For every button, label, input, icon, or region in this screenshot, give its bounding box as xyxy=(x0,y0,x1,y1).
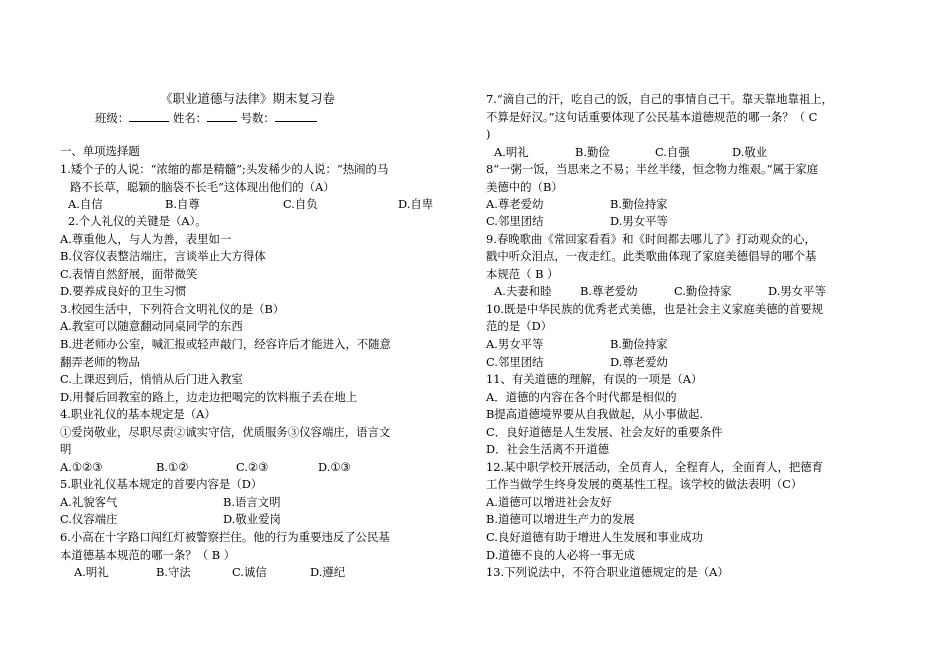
option-b: B.自尊 xyxy=(165,197,200,211)
question-1-line-1: 1.矮个子的人说：“浓缩的都是精髓”;头发稀少的人说：“热闹的马 xyxy=(60,162,389,176)
option-b: B.语言文明 xyxy=(223,495,281,509)
option-a: A.明礼 xyxy=(74,565,109,579)
question-8-line-1: 8“一粥一饭，当思来之不易；半丝半缕，恒念物力维艰。”属于家庭 xyxy=(486,162,819,176)
option-d: D.①③ xyxy=(318,460,351,474)
option-b: B.尊老爱幼 xyxy=(580,284,638,298)
question-10-line-2: 范的是（D） xyxy=(486,319,553,333)
question-12-line-1: 12.某中职学校开展活动，全员育人，全程育人，全面育人，把德育 xyxy=(486,460,824,474)
question-4-line-2: 明 xyxy=(60,442,72,456)
question-2-option-d: D.要养成良好的卫生习惯 xyxy=(60,284,187,298)
question-2-option-b: B.仪容仪表整洁端庄，言谈举止大方得体 xyxy=(60,249,266,263)
question-11-option-b: B提高道德境界要从自我做起，从小事做起. xyxy=(486,407,704,421)
page-title: 《职业道德与法律》期末复习卷 xyxy=(160,91,336,106)
option-b: B.勤俭持家 xyxy=(610,197,668,211)
question-3-option-c: C.上课迟到后，悄悄从后门进入教室 xyxy=(60,372,243,386)
option-c: C.邻里团结 xyxy=(486,214,544,228)
option-d: D.男女平等 xyxy=(768,284,826,298)
question-9-line-3: 本规范（ B ） xyxy=(486,267,559,281)
question-9-line-1: 9.春晚歌曲《常回家看看》和《时间都去哪儿了》打动观众的心， xyxy=(486,232,816,246)
question-3-option-b-line-2: 翻弄老师的物品 xyxy=(60,355,140,369)
question-6-line-1: 6.小高在十字路口闯红灯被警察拦住。他的行为重要违反了公民基 xyxy=(60,530,390,544)
name-label: 姓名： xyxy=(172,111,207,125)
option-c: C.自强 xyxy=(655,145,690,159)
option-b: B.勤俭 xyxy=(575,145,610,159)
question-3-option-b-line-1: B.进老师办公室，喊汇报或轻声敲门，经容许后才能进入，不随意 xyxy=(60,337,391,351)
question-6-line-2: 本道德基本规范的哪一条？（ B ） xyxy=(60,548,236,562)
section-heading: 一、单项选择题 xyxy=(60,144,140,158)
question-8-line-2: 美德中的（B） xyxy=(486,180,563,194)
question-3-option-a: A.教室可以随意翻动同桌同学的东西 xyxy=(60,319,243,333)
class-blank xyxy=(129,110,169,122)
question-7-line-3: ) xyxy=(486,127,491,141)
question-12-option-c: C.良好道德有助于增进人生发展和事业成功 xyxy=(486,530,703,544)
class-label: 班级： xyxy=(95,111,130,125)
question-5-stem: 5.职业礼仪基本规定的首要内容是（D） xyxy=(60,477,263,491)
question-11-option-a: A．道德的内容在各个时代都是相似的 xyxy=(486,390,677,404)
question-12-option-a: A.道德可以增进社会友好 xyxy=(486,495,612,509)
question-9-line-2: 戳中听众泪点，一夜走红。此类歌曲体现了家庭美德倡导的哪个基 xyxy=(486,249,817,263)
question-7-line-1: 7.“滴自己的汗，吃自己的饭，自己的事情自己干。靠天靠地靠祖上， xyxy=(486,92,834,106)
option-a: A.男女平等 xyxy=(486,337,544,351)
question-11-stem: 11、有关道德的理解，有误的一项是（A） xyxy=(486,372,703,386)
question-2-stem: 2.个人礼仪的关键是（A）。 xyxy=(68,214,207,228)
option-c: C.诚信 xyxy=(232,565,267,579)
question-12-line-2: 工作当做学生终身发展的奠基性工程。该学校的做法表明（C） xyxy=(486,477,803,491)
question-3-option-d: D.用餐后回教室的路上，边走边把喝完的饮料瓶子丢在地上 xyxy=(60,390,358,404)
question-4-line-1: ①爱岗敬业，尽职尽责②诚实守信，优质服务③仪容端庄，语言文 xyxy=(60,425,391,439)
question-10-line-1: 10.既是中华民族的优秀老式美德，也是社会主义家庭美德的首要规 xyxy=(486,302,824,316)
option-c: C.邻里团结 xyxy=(486,355,544,369)
question-2-option-a: A.尊重他人，与人为善，表里如一 xyxy=(60,232,232,246)
option-a: A.自信 xyxy=(68,197,103,211)
option-d: D.尊老爱幼 xyxy=(610,355,668,369)
option-d: D.男女平等 xyxy=(610,214,668,228)
option-a: A.①②③ xyxy=(60,460,103,474)
question-1-line-2: 路不长草，聪颖的脑袋不长毛”这体现出他们的（A） xyxy=(70,180,335,194)
option-b: B.①② xyxy=(156,460,189,474)
option-c: C.勤俭持家 xyxy=(674,284,732,298)
option-d: D.敬业 xyxy=(732,145,768,159)
question-13-stem: 13.下列说法中，不符合职业道德规定的是（A） xyxy=(486,565,729,579)
name-blank xyxy=(207,110,237,122)
question-12-option-d: D.道德不良的人必将一事无成 xyxy=(486,548,636,562)
question-11-option-c: C．良好道德是人生发展、社会友好的重要条件 xyxy=(486,425,723,439)
option-a: A.礼貌客气 xyxy=(60,495,118,509)
option-c: C.自负 xyxy=(283,197,318,211)
option-d: D.敬业爱岗 xyxy=(223,512,281,526)
option-c: C.②③ xyxy=(236,460,269,474)
number-blank xyxy=(275,110,317,122)
option-c: C.仪容端庄 xyxy=(60,512,118,526)
option-d: D.遵纪 xyxy=(310,565,346,579)
option-b: B.勤俭持家 xyxy=(610,337,668,351)
question-11-option-d: D．社会生活离不开道德 xyxy=(486,442,610,456)
question-12-option-b: B.道德可以增进生产力的发展 xyxy=(486,512,635,526)
option-a: A.夫妻和睦 xyxy=(494,284,552,298)
question-2-option-c: C.表情自然舒展，面带微笑 xyxy=(60,267,198,281)
question-7-line-2: 不算是好汉。”这句话重要体现了公民基本道德规范的哪一条？（ C xyxy=(486,110,818,124)
option-d: D.自卑 xyxy=(398,197,434,211)
option-a: A.明礼 xyxy=(494,145,529,159)
question-3-stem: 3.校园生活中，下列符合文明礼仪的是（B） xyxy=(60,302,285,316)
option-b: B.守法 xyxy=(156,565,191,579)
number-label: 号数： xyxy=(240,111,275,125)
question-4-stem: 4.职业礼仪的基本规定是（A） xyxy=(60,407,216,421)
student-info-line xyxy=(95,110,317,125)
option-a: A.尊老爱幼 xyxy=(486,197,544,211)
